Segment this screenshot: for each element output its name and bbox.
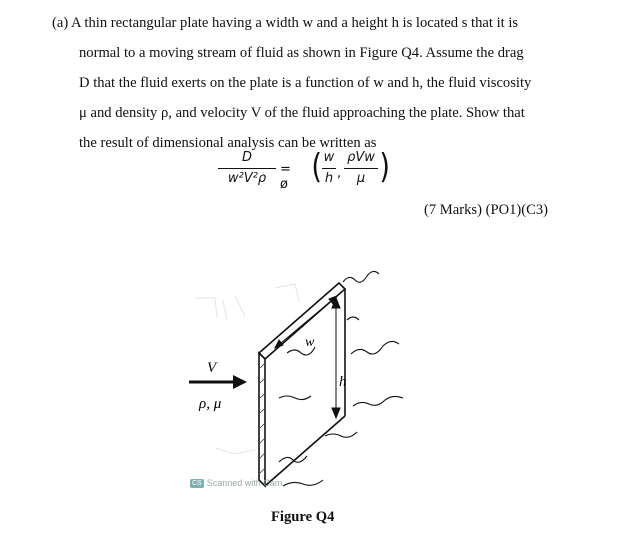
lhs-denominator: w²V²ρ [227, 171, 267, 186]
velocity-arrow [189, 375, 247, 389]
question-line-3: D that the fluid exerts on the plate is a function of w and h, the fluid viscosity [79, 75, 532, 91]
streamline-3 [351, 341, 399, 354]
arg1-fraction-bar [322, 168, 336, 169]
plate [259, 283, 345, 486]
right-paren: ) [379, 147, 390, 187]
marks-label: (7 Marks) (PO1)(C3) [424, 202, 549, 218]
question-line-4: μ and density ρ, and velocity V of the fluid approaching the plate. Show that [79, 105, 525, 121]
arg1-numerator: w [323, 150, 335, 165]
arg2-numerator: ρVw [347, 150, 375, 165]
scan-watermark-text: Scanned with Cam [206, 478, 283, 488]
question-line-5: the result of dimensional analysis can be written as [79, 135, 377, 151]
figure-drawing [175, 258, 425, 498]
streamline-4 [279, 396, 311, 400]
velocity-label: V [207, 360, 217, 376]
plate-top-edge [259, 283, 345, 359]
streamline-9 [347, 317, 359, 320]
streamline-7 [325, 432, 357, 437]
lhs-fraction-bar [218, 168, 276, 169]
scan-watermark [190, 478, 282, 488]
figure-q4 [175, 258, 425, 498]
lhs-numerator: D [241, 150, 252, 165]
equals-phi: = ø [280, 162, 291, 192]
arg2-fraction [344, 150, 378, 187]
fluid-props-label: ρ, μ [199, 396, 222, 412]
plate-bottom-edge [265, 416, 345, 486]
question-line-1: (a) A thin rectangular plate having a width w and a height h is located s that it is [52, 15, 519, 31]
scanner-logo-icon: CS [192, 479, 202, 487]
question-line-2: normal to a moving stream of fluid as shown in Figure Q4. Assume the drag [79, 45, 524, 61]
arg-comma: , [337, 166, 342, 181]
arg2-fraction-bar [344, 168, 378, 169]
height-label: h [339, 374, 347, 390]
lhs-fraction [218, 150, 276, 187]
width-label: w [305, 335, 315, 350]
question-text [52, 8, 612, 158]
streamline-1 [343, 271, 379, 282]
arg1-denominator: h [324, 171, 334, 186]
left-paren: ( [311, 147, 322, 187]
arg2-denominator: μ [356, 171, 366, 186]
arg1-fraction [322, 150, 336, 187]
streamline-8 [283, 480, 323, 486]
streamline-5 [353, 396, 403, 406]
height-dimension [332, 298, 340, 418]
plate-front-edge [259, 353, 265, 486]
figure-caption: Figure Q4 [271, 509, 335, 525]
